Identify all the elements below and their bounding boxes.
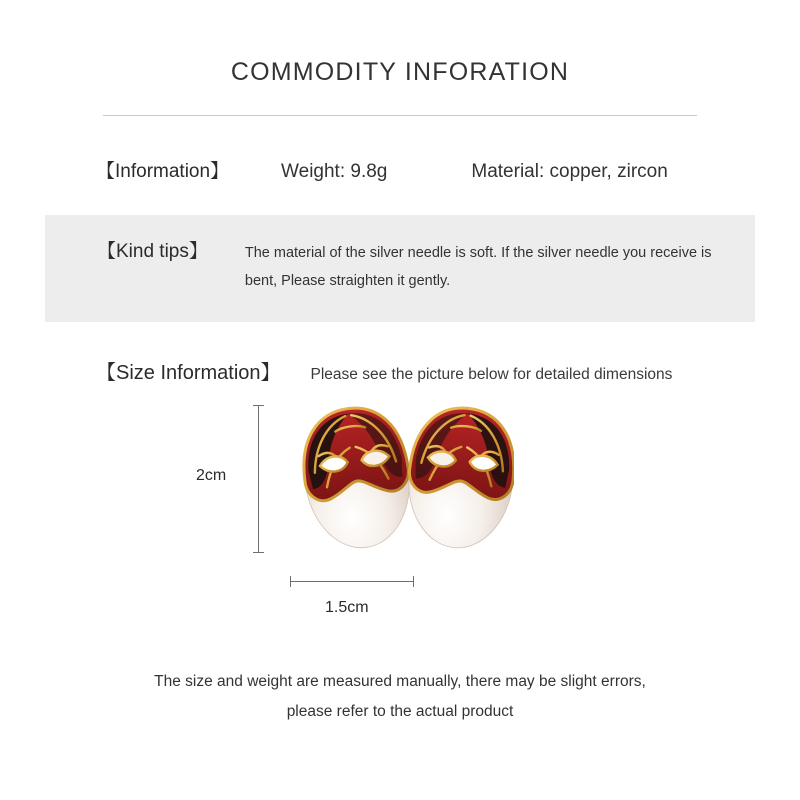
height-measure-bar — [258, 405, 259, 553]
kind-tips-label: 【Kind tips】 — [97, 241, 208, 262]
product-figure — [0, 401, 800, 641]
mask-earrings-image — [294, 397, 514, 577]
weight-value: Weight: 9.8g — [281, 161, 388, 182]
information-label: 【Information】 — [96, 161, 230, 182]
kind-tips-text: The material of the silver needle is soft. If the silver needle you receive is bent, Please straighten it gently. — [244, 245, 712, 290]
width-measure-bar — [290, 581, 414, 582]
size-information-label: 【Size Information】 — [96, 361, 281, 384]
kind-tips-band — [45, 215, 755, 322]
height-measure-label: 2cm — [196, 466, 227, 484]
size-information-row — [0, 322, 800, 385]
width-measure-label: 1.5cm — [325, 598, 369, 616]
page-title: COMMODITY INFORATION — [230, 58, 570, 86]
material-value: Material: copper, zircon — [471, 161, 668, 182]
footer-note — [0, 667, 800, 727]
footer-line-1: The size and weight are measured manually, there may be slight errors, — [154, 672, 646, 690]
size-information-note: Please see the picture below for detailed dimensions — [310, 365, 673, 383]
information-row — [0, 116, 800, 183]
footer-line-2: please refer to the actual product — [286, 702, 514, 720]
